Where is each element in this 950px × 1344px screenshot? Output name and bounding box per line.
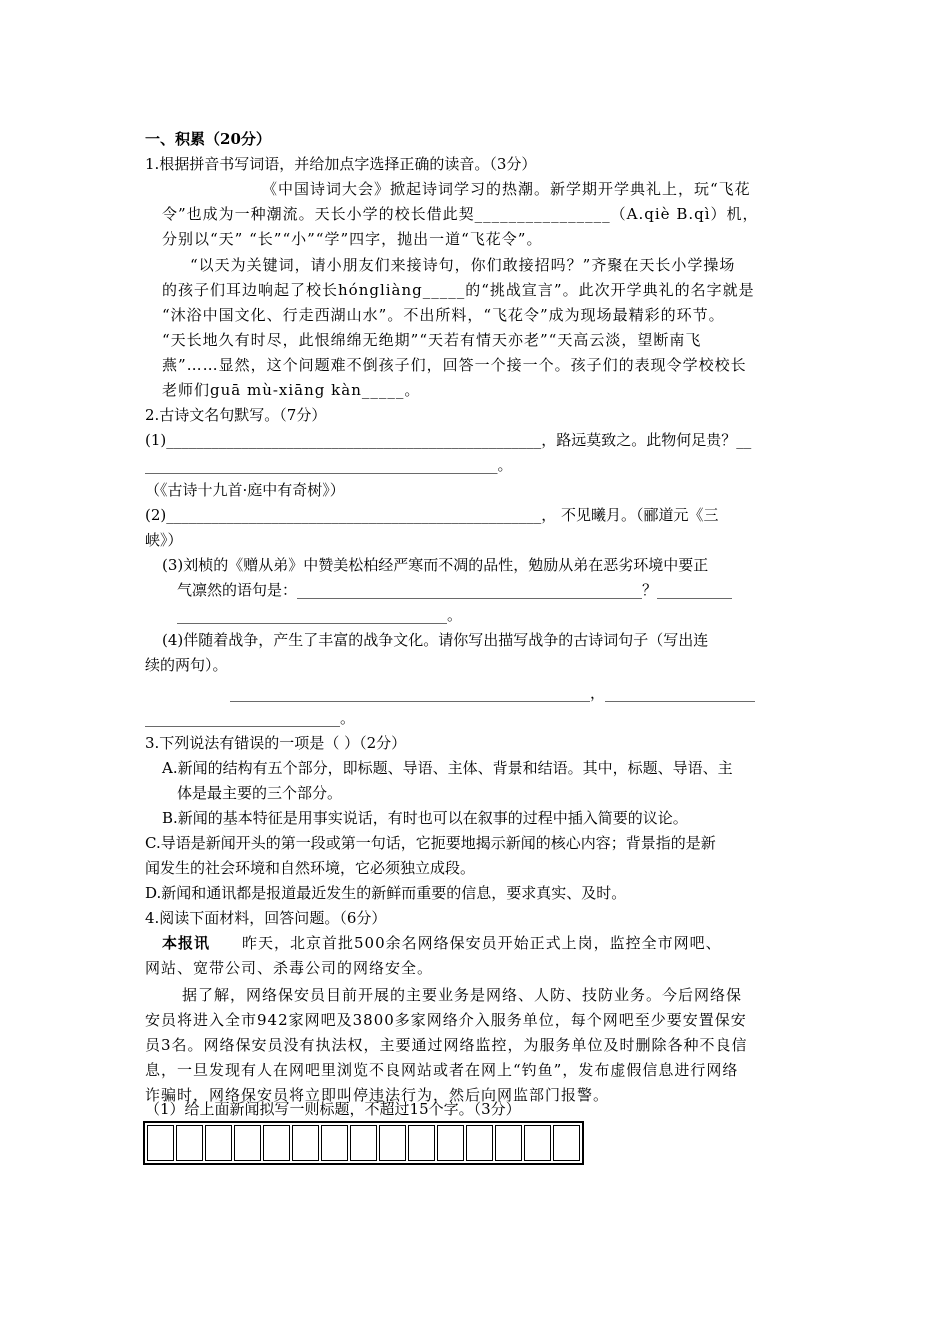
question-1-title: 1.根据拼音书写词语，并给加点字选择正确的读音。（3分） <box>145 155 537 173</box>
q1-passage-line: 的孩子们耳边响起了校长hóngliàng_____的“挑战宣言”。此次开学典礼的名字就是 <box>162 281 755 299</box>
q3-option-b: B.新闻的基本特征是用事实说话，有时也可以在叙事的过程中插入简要的议论。 <box>162 809 688 827</box>
question-2-title: 2.古诗文名句默写。（7分） <box>145 406 327 424</box>
answer-cell[interactable] <box>495 1125 522 1161</box>
answer-cell[interactable] <box>147 1125 174 1161</box>
answer-cell[interactable] <box>292 1125 319 1161</box>
answer-cell[interactable] <box>205 1125 232 1161</box>
q1-passage-line: 令”也成为一种潮流。天长小学的校长借此契________________（A.qiè B.qì）机， <box>162 205 759 223</box>
answer-cell[interactable] <box>524 1125 551 1161</box>
q2-item-1: (1)__________________________________________________，路远莫致之。此物何足贵？__ <box>145 431 752 449</box>
q2-item-4-blank: ________________________________________________，____________________ <box>230 684 756 702</box>
q4-subquestion-1: （1）给上面新闻拟写一则标题，不超过15个字。（3分） <box>145 1100 521 1118</box>
question-4-title: 4.阅读下面材料，回答问题。（6分） <box>145 909 387 927</box>
q3-option-a: A.新闻的结构有五个部分，即标题、导语、主体、背景和结语。其中，标题、导语、主 <box>162 759 733 777</box>
answer-cell[interactable] <box>234 1125 261 1161</box>
answer-cell[interactable] <box>466 1125 493 1161</box>
q3-option-d: D.新闻和通讯都是报道最近发生的新鲜而重要的信息，要求真实、及时。 <box>145 884 627 902</box>
q2-item-4: (4)伴随着战争，产生了丰富的战争文化。请你写出描写战争的古诗词句子（写出连 <box>162 631 709 649</box>
news-first-line <box>162 932 722 954</box>
q1-passage-line: 老师们guā mù-xiāng kàn_____。 <box>162 381 421 399</box>
news-lead-label: 本报讯 <box>162 934 211 952</box>
answer-cell[interactable] <box>350 1125 377 1161</box>
answer-cell[interactable] <box>408 1125 435 1161</box>
q2-item-4-cont: 续的两句）。 <box>145 656 228 674</box>
section-heading: 一、积累（20分） <box>145 130 271 148</box>
headline-answer-grid[interactable] <box>143 1121 584 1165</box>
news-line: 据了解，网络保安员目前开展的主要业务是网络、人防、技防业务。今后网络保 <box>182 986 743 1004</box>
q1-passage-line: “天长地久有时尽，此恨绵绵无绝期”“天若有情天亦老”“天高云淡，望断南飞 <box>162 331 702 349</box>
news-text: 昨天，北京首批500余名网络保安员开始正式上岗，监控全市网吧、 <box>242 934 722 952</box>
q2-item-2-cont: 峡》） <box>145 531 183 549</box>
q2-item-3: (3)刘桢的《赠从弟》中赞美松柏经严寒而不凋的品性，勉励从弟在恶劣环境中要正 <box>162 556 709 574</box>
q1-passage-line: “以天为关键词，请小朋友们来接诗句，你们敢接招吗？”齐聚在天长小学操场 <box>190 256 736 274</box>
q2-item-1-cont: _______________________________________________。 <box>145 456 513 474</box>
q3-option-a-cont: 体是最主要的三个部分。 <box>177 784 343 802</box>
answer-cell[interactable] <box>176 1125 203 1161</box>
q1-passage-line: “沐浴中国文化、行走西湖山水”。不出所料，“飞花令”成为现场最精彩的环节。 <box>162 306 725 324</box>
question-3-title: 3.下列说法有错误的一项是（ ）（2分） <box>145 734 407 752</box>
answer-cell[interactable] <box>379 1125 406 1161</box>
q2-item-1-source: （《古诗十九首·庭中有奇树》） <box>145 481 345 499</box>
q1-passage-line: 分别以“天” “长”“小”“学”四字，抛出一道“飞花令”。 <box>162 230 543 248</box>
news-line: 安员将进入全市942家网吧及3800多家网络介入服务单位，每个网吧至少要安置保安 <box>145 1011 747 1029</box>
q3-option-c-cont: 闻发生的社会环境和自然环境，它必须独立成段。 <box>145 859 476 877</box>
q1-passage-line: 燕”……显然，这个问题难不倒孩子们，回答一个接一个。孩子们的表现令学校校长 <box>162 356 747 374</box>
q1-passage-line: 《中国诗词大会》掀起诗词学习的热潮。新学期开学典礼上，玩“飞花 <box>262 180 751 198</box>
q2-item-3-cont: ____________________________________。 <box>177 606 463 624</box>
q2-item-4-blank: __________________________。 <box>145 709 356 727</box>
news-line: 网站、宽带公司、杀毒公司的网络安全。 <box>145 959 434 977</box>
q2-item-3-cont: 气凛然的语句是：______________________________________________？__________ <box>177 581 733 599</box>
answer-cell[interactable] <box>553 1125 580 1161</box>
answer-cell[interactable] <box>321 1125 348 1161</box>
answer-cell[interactable] <box>437 1125 464 1161</box>
news-line: 诈骗时，网络保安员将立即叫停违法行为，然后向网监部门报警。 <box>145 1086 610 1104</box>
news-line: 员3名。网络保安员没有执法权，主要通过网络监控，为服务单位及时删除各种不良信 <box>145 1036 748 1054</box>
q2-item-2: (2)__________________________________________________， 不见曦月。（郦道元《三 <box>145 506 719 524</box>
answer-cell[interactable] <box>263 1125 290 1161</box>
news-line: 息，一旦发现有人在网吧里浏览不良网站或者在网上“钓鱼”，发布虚假信息进行网络 <box>145 1061 739 1079</box>
q3-option-c: C.导语是新闻开头的第一段或第一句话，它扼要地揭示新闻的核心内容；背景指的是新 <box>145 834 716 852</box>
